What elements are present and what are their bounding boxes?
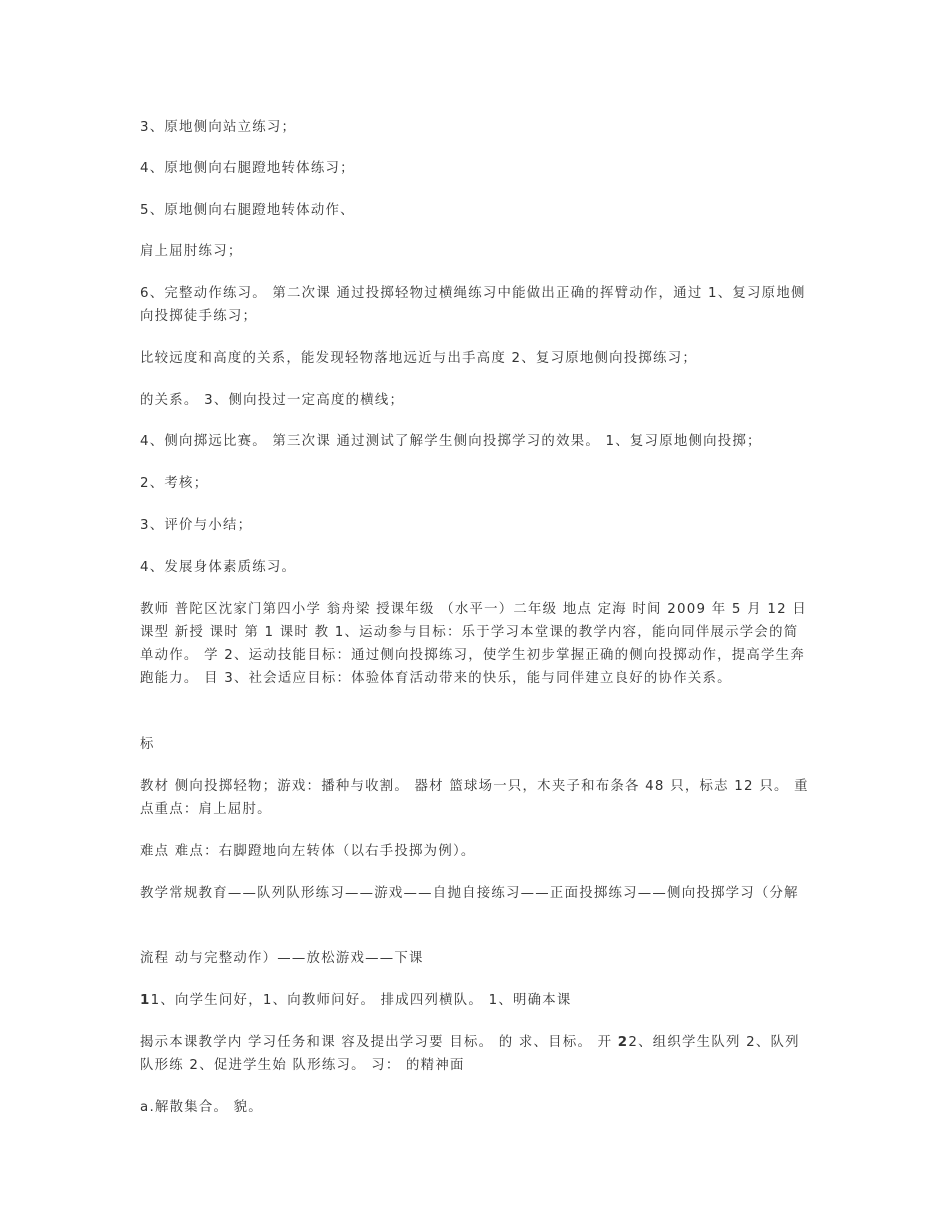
paragraph-20: a.解散集合。 貌。	[140, 1100, 263, 1115]
bold-marker: 1	[140, 993, 151, 1008]
paragraph-19	[140, 1031, 812, 1077]
paragraph-12: 教师 普陀区沈家门第四小学 翁舟梁 授课年级 （水平一）二年级 地点 定海 时间 2009 年 5 月 12 日 课型 新授 课时 第 1 课时 教 1、运动参与目标：乐于学习本堂课的教学内容，能向同伴展示学会的简单动作。 学 2、运动技能目标：通过侧向投掷练习，使学生初步掌握正确的侧向投掷动作，提高学生奔跑能力。 目 3、社会适应目标：体验体育活动带来的快乐，能与同伴建立良好的协作关系。	[140, 602, 808, 686]
paragraph-13: 标	[140, 737, 155, 752]
paragraph-17: 流程 动与完整动作）——放松游戏——下课	[140, 951, 424, 966]
paragraph-9: 2、考核；	[140, 476, 209, 491]
paragraph-19-text-b: 2、组织学生队列 2、队列队形练 2、促进学生始 队形练习。 习： 的精神面	[140, 1035, 800, 1073]
paragraph-4: 肩上屈肘练习；	[140, 244, 243, 259]
paragraph-6: 比较远度和高度的关系，能发现轻物落地远近与出手高度 2、复习原地侧向投掷练习；	[140, 351, 697, 366]
paragraph-10: 3、评价与小结；	[140, 518, 253, 533]
paragraph-8: 4、侧向掷远比赛。 第三次课 通过测试了解学生侧向投掷学习的效果。 1、复习原地侧向投掷；	[140, 434, 762, 449]
bold-marker: 2	[617, 1035, 629, 1050]
paragraph-15: 难点 难点：右脚蹬地向左转体（以右手投掷为例）。	[140, 844, 476, 859]
paragraph-7: 的关系。 3、侧向投过一定高度的横线；	[140, 393, 405, 408]
paragraph-11: 4、发展身体素质练习。	[140, 560, 297, 575]
paragraph-2: 4、原地侧向右腿蹬地转体练习；	[140, 161, 355, 176]
paragraph-16: 教学常规教育——队列队形练习——游戏——自抛自接练习——正面投掷练习——侧向投掷学习（分解	[140, 886, 799, 901]
paragraph-18-text: 1、向学生问好，1、向教师问好。 排成四列横队。 1、明确本课	[150, 993, 572, 1008]
paragraph-19-text-a: 揭示本课教学内 学习任务和课 容及提出学习要 目标。 的 求、目标。 开	[140, 1035, 618, 1050]
paragraph-14: 教材 侧向投掷轻物；游戏：播种与收割。 器材 篮球场一只，木夹子和布条各 48 只，标志 12 只。 重点重点：肩上屈肘。	[140, 779, 809, 817]
paragraph-5: 6、完整动作练习。 第二次课 通过投掷轻物过横绳练习中能做出正确的挥臂动作，通过 1、复习原地侧向投掷徒手练习；	[140, 286, 806, 324]
paragraph-3: 5、原地侧向右腿蹬地转体动作、	[140, 203, 355, 218]
paragraph-1: 3、原地侧向站立练习；	[140, 120, 297, 135]
paragraph-18	[140, 989, 812, 1012]
